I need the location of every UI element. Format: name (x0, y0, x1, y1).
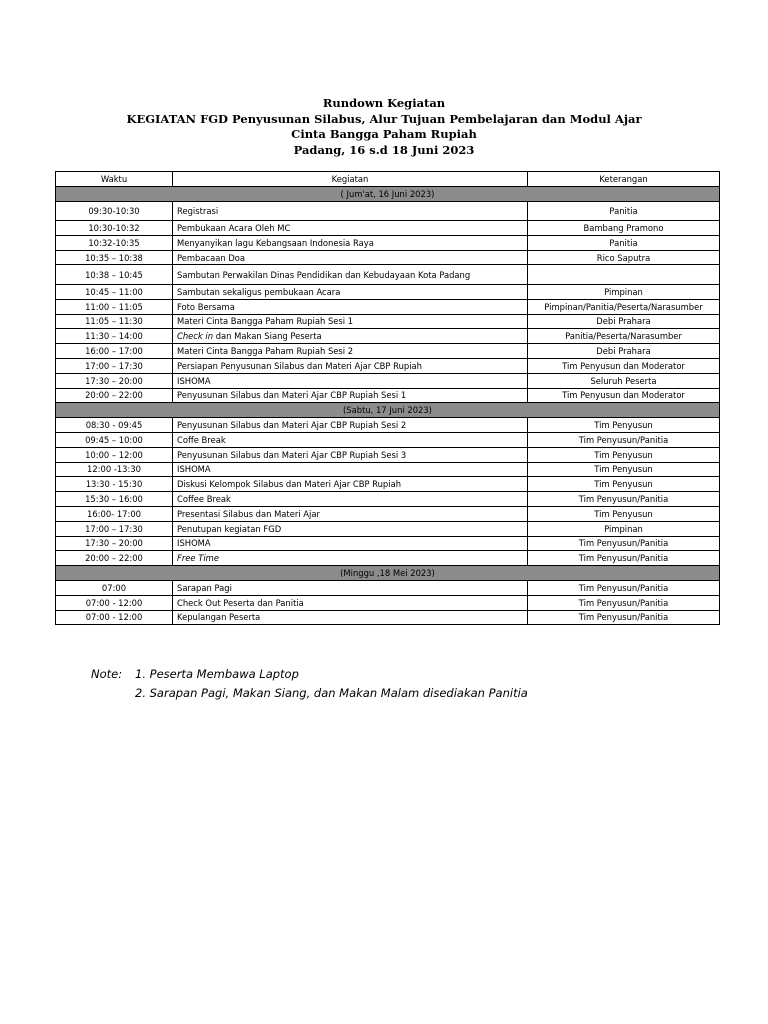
cell-time: 11:05 – 11:30 (56, 314, 173, 329)
day-header-label: (Minggu ,18 Mei 2023) (56, 566, 720, 581)
cell-note: Seluruh Peserta (528, 373, 720, 388)
title-line-theme: Cinta Bangga Paham Rupiah (291, 127, 477, 141)
table-row (56, 536, 720, 551)
cell-time: 17:00 – 17:30 (56, 358, 173, 373)
table-row (56, 388, 720, 403)
cell-time: 10:00 – 12:00 (56, 447, 173, 462)
table-row (56, 462, 720, 477)
cell-activity: ISHOMA (173, 373, 528, 388)
cell-activity: Materi Cinta Bangga Paham Rupiah Sesi 1 (173, 314, 528, 329)
cell-activity: Sambutan Perwakilan Dinas Pendidikan dan Kebudayaan Kota Padang (173, 265, 528, 285)
cell-activity: Sarapan Pagi (173, 580, 528, 595)
cell-activity: Materi Cinta Bangga Paham Rupiah Sesi 2 (173, 344, 528, 359)
cell-note: Tim Penyusun dan Moderator (528, 358, 720, 373)
note-text: 1. Peserta Membawa Laptop (135, 667, 299, 681)
cell-time: 11:30 – 14:00 (56, 329, 173, 344)
table-row (56, 284, 720, 299)
cell-time: 17:30 – 20:00 (56, 536, 173, 551)
cell-activity: Check Out Peserta dan Panitia (173, 595, 528, 610)
cell-activity: Diskusi Kelompok Silabus dan Materi Ajar CBP Rupiah (173, 477, 528, 492)
cell-activity: Coffe Break (173, 432, 528, 447)
cell-activity: Pembacaan Doa (173, 250, 528, 265)
table-row (56, 432, 720, 447)
cell-note: Panitia/Peserta/Narasumber (528, 329, 720, 344)
rundown-table (55, 171, 720, 625)
cell-time: 08:30 - 09:45 (56, 418, 173, 433)
rundown-table-body (56, 186, 720, 625)
cell-note: Tim Penyusun dan Moderator (528, 388, 720, 403)
cell-activity: Registrasi (173, 201, 528, 221)
cell-time: 11:00 – 11:05 (56, 299, 173, 314)
table-row (56, 595, 720, 610)
cell-note: Panitia (528, 235, 720, 250)
cell-activity: Penutupan kegiatan FGD (173, 521, 528, 536)
activity-italic-text: Check in (177, 331, 214, 342)
cell-time: 15:30 – 16:00 (56, 492, 173, 507)
table-row (56, 235, 720, 250)
table-row (56, 580, 720, 595)
day-header-row (56, 566, 720, 581)
cell-note: Tim Penyusun (528, 506, 720, 521)
note-item (91, 684, 528, 703)
cell-activity: Penyusunan Silabus dan Materi Ajar CBP Rupiah Sesi 2 (173, 418, 528, 433)
cell-time: 10:38 – 10:45 (56, 265, 173, 285)
cell-note: Debi Prahara (528, 314, 720, 329)
cell-note: Tim Penyusun/Panitia (528, 536, 720, 551)
cell-note: Tim Penyusun (528, 462, 720, 477)
table-row (56, 447, 720, 462)
table-row (56, 492, 720, 507)
note-text: 2. Sarapan Pagi, Makan Siang, dan Makan Malam disediakan Panitia (135, 686, 528, 700)
cell-time: 20:00 – 22:00 (56, 388, 173, 403)
cell-activity: Sambutan sekaligus pembukaan Acara (173, 284, 528, 299)
cell-activity: Persiapan Penyusunan Silabus dan Materi Ajar CBP Rupiah (173, 358, 528, 373)
cell-note: Tim Penyusun/Panitia (528, 580, 720, 595)
table-row (56, 329, 720, 344)
cell-note: Tim Penyusun/Panitia (528, 432, 720, 447)
title-line-event: KEGIATAN FGD Penyusunan Silabus, Alur Tujuan Pembelajaran dan Modul Ajar (126, 111, 642, 126)
table-row (56, 506, 720, 521)
cell-time: 09:45 – 10:00 (56, 432, 173, 447)
day-header-label: (Sabtu, 17 Juni 2023) (56, 403, 720, 418)
cell-note: Tim Penyusun/Panitia (528, 551, 720, 566)
cell-activity: Presentasi Silabus dan Materi Ajar (173, 506, 528, 521)
table-row (56, 551, 720, 566)
cell-time: 07:00 - 12:00 (56, 595, 173, 610)
cell-note (528, 265, 720, 285)
document-title (0, 96, 768, 158)
cell-activity: Menyanyikan lagu Kebangsaan Indonesia Raya (173, 235, 528, 250)
cell-time: 10:45 – 11:00 (56, 284, 173, 299)
cell-activity: Penyusunan Silabus dan Materi Ajar CBP Rupiah Sesi 3 (173, 447, 528, 462)
cell-note: Tim Penyusun/Panitia (528, 610, 720, 625)
cell-time: 09:30-10:30 (56, 201, 173, 221)
cell-time: 10:30-10:32 (56, 221, 173, 236)
title-line-place-date: Padang, 16 s.d 18 Juni 2023 (293, 142, 475, 157)
day-header-row (56, 403, 720, 418)
table-row (56, 610, 720, 625)
cell-activity (173, 329, 528, 344)
title-line-rundown: Rundown Kegiatan (322, 96, 446, 110)
cell-time: 10:35 – 10:38 (56, 250, 173, 265)
table-row (56, 418, 720, 433)
notes-section (91, 665, 528, 703)
note-label: Note: (91, 667, 123, 681)
table-header-row (56, 172, 720, 187)
table-row (56, 344, 720, 359)
note-item (91, 665, 528, 684)
cell-note: Tim Penyusun (528, 447, 720, 462)
table-row (56, 477, 720, 492)
cell-note: Panitia (528, 201, 720, 221)
cell-note: Tim Penyusun/Panitia (528, 595, 720, 610)
table-row (56, 314, 720, 329)
table-row (56, 221, 720, 236)
cell-time: 07:00 (56, 580, 173, 595)
cell-activity: Foto Bersama (173, 299, 528, 314)
cell-time: 10:32-10:35 (56, 235, 173, 250)
cell-note: Tim Penyusun (528, 477, 720, 492)
cell-activity: Kepulangan Peserta (173, 610, 528, 625)
cell-time: 13:30 - 15:30 (56, 477, 173, 492)
cell-note: Pimpinan (528, 521, 720, 536)
cell-time: 17:30 – 20:00 (56, 373, 173, 388)
cell-note: Pimpinan/Panitia/Peserta/Narasumber (528, 299, 720, 314)
cell-time: 16:00 – 17:00 (56, 344, 173, 359)
cell-note: Tim Penyusun (528, 418, 720, 433)
cell-note: Pimpinan (528, 284, 720, 299)
cell-time: 20:00 – 22:00 (56, 551, 173, 566)
cell-time: 17:00 – 17:30 (56, 521, 173, 536)
activity-text: dan Makan Siang Peserta (213, 331, 322, 342)
col-header-time: Waktu (56, 172, 173, 187)
cell-activity: ISHOMA (173, 536, 528, 551)
table-row (56, 521, 720, 536)
day-header-label: ( Jum'at, 16 Juni 2023) (56, 186, 720, 201)
activity-italic-text: Free Time (177, 553, 219, 564)
table-row (56, 358, 720, 373)
cell-time: 07:00 - 12:00 (56, 610, 173, 625)
table-row (56, 299, 720, 314)
cell-activity: Penyusunan Silabus dan Materi Ajar CBP Rupiah Sesi 1 (173, 388, 528, 403)
cell-activity: Coffee Break (173, 492, 528, 507)
cell-note: Bambang Pramono (528, 221, 720, 236)
cell-time: 12:00 -13:30 (56, 462, 173, 477)
cell-activity: ISHOMA (173, 462, 528, 477)
cell-note: Rico Saputra (528, 250, 720, 265)
day-header-row (56, 186, 720, 201)
col-header-note: Keterangan (528, 172, 720, 187)
cell-note: Tim Penyusun/Panitia (528, 492, 720, 507)
cell-time: 16:00- 17:00 (56, 506, 173, 521)
col-header-activity: Kegiatan (173, 172, 528, 187)
cell-activity (173, 551, 528, 566)
table-row (56, 250, 720, 265)
table-row (56, 201, 720, 221)
table-row (56, 373, 720, 388)
cell-note: Debi Prahara (528, 344, 720, 359)
table-row (56, 265, 720, 285)
cell-activity: Pembukaan Acara Oleh MC (173, 221, 528, 236)
